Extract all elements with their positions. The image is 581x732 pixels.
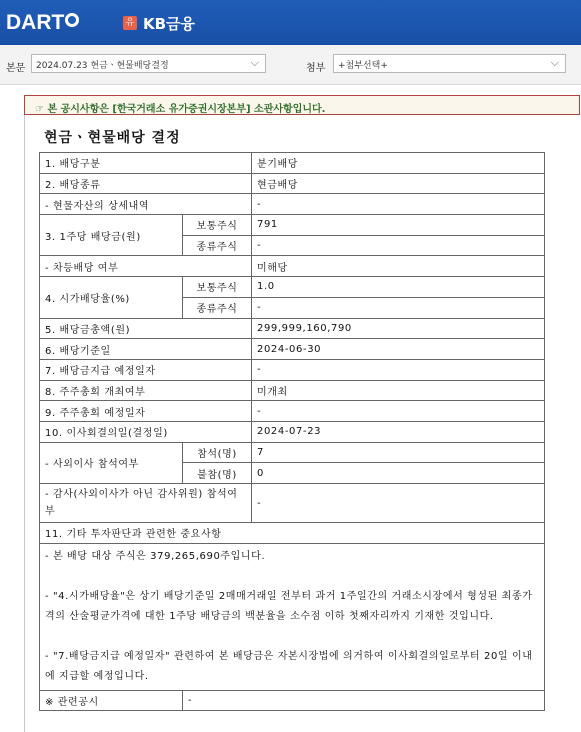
row-label: - 현물자산의 상세내역	[40, 194, 252, 215]
row-label: 10. 이사회결의일(결정일)	[40, 421, 252, 442]
dart-logo[interactable]: DART	[6, 11, 79, 35]
row-label: 5. 배당금총액(원)	[40, 318, 252, 339]
app-header	[0, 0, 581, 45]
table-row	[40, 523, 545, 544]
table-row	[40, 215, 545, 236]
row-label: 3. 1주당 배당금(원)	[40, 215, 183, 256]
remark-paragraph: - 본 배당 대상 주식은 379,265,690주입니다.	[45, 550, 266, 562]
table-row	[40, 277, 545, 298]
dividend-table	[39, 152, 545, 711]
row-value: 1.0	[252, 277, 545, 298]
row-value: 미해당	[252, 256, 545, 277]
row-value: 2024-06-30	[252, 339, 545, 360]
row-label: 4. 시가배당율(%)	[40, 277, 183, 318]
main-doc-select[interactable]	[31, 54, 266, 73]
row-label: 7. 배당금지급 예정일자	[40, 359, 252, 380]
table-row	[40, 380, 545, 401]
table-row	[40, 690, 545, 711]
row-label: ※ 관련공시	[40, 690, 183, 711]
row-label: 1. 배당구분	[40, 153, 252, 174]
chevron-down-icon: ⌵	[250, 56, 259, 69]
company-name: KB금융	[143, 15, 196, 33]
remark-paragraph: - "4.시가배당율"은 상기 배당기준일 2매매거래일 전부터 과거 1주일간의 거래소시장에서 형성된 최종가격의 산술평균가격에 대한 1주당 배당금의 백분율을 소수점 이하 첫째자리까지 기재한 것입니다.	[45, 590, 533, 622]
row-value: 791	[252, 215, 545, 236]
remarks-cell	[40, 543, 545, 690]
row-value: -	[252, 401, 545, 422]
table-row	[40, 153, 545, 174]
logo-circle-icon	[65, 13, 79, 27]
attachment-label: 첨부	[306, 63, 326, 74]
row-label: 11. 기타 투자판단과 관련한 중요사항	[40, 523, 545, 544]
remark-paragraph: - "7.배당금지급 예정일자" 관련하여 본 배당금은 자본시장법에 의거하여 이사회결의일로부터 20일 이내에 지급할 예정입니다.	[45, 650, 533, 682]
table-row	[40, 194, 545, 215]
table-row	[40, 421, 545, 442]
row-sublabel: 보통주식	[183, 215, 252, 236]
row-sublabel: 종류주식	[183, 297, 252, 318]
row-value: 미개최	[252, 380, 545, 401]
row-label: 2. 배당종류	[40, 173, 252, 194]
row-label: 8. 주주총회 개최여부	[40, 380, 252, 401]
row-value: 0	[252, 463, 545, 484]
row-value: -	[252, 484, 545, 523]
document-toolbar	[0, 45, 581, 85]
row-value: 299,999,160,790	[252, 318, 545, 339]
row-label: 6. 배당기준일	[40, 339, 252, 360]
row-value: -	[252, 235, 545, 256]
table-row	[40, 256, 545, 277]
row-label: - 사외이사 참석여부	[40, 442, 183, 483]
row-sublabel: 보통주식	[183, 277, 252, 298]
attachment-select[interactable]	[333, 54, 566, 73]
table-row	[40, 401, 545, 422]
chevron-down-icon: ⌵	[550, 56, 559, 69]
row-value: 분기배당	[252, 153, 545, 174]
table-row	[40, 339, 545, 360]
row-label: - 차등배당 여부	[40, 256, 252, 277]
row-sublabel: 종류주식	[183, 235, 252, 256]
market-badge: 유	[123, 16, 137, 30]
jurisdiction-notice: ☞ 본 공시사항은 [한국거래소 유가증권시장본부] 소관사항입니다.	[24, 95, 580, 115]
row-label: 9. 주주총회 예정일자	[40, 401, 252, 422]
row-label: - 감사(사외이사가 아닌 감사위원) 참석여부	[40, 484, 252, 523]
table-row	[40, 484, 545, 523]
table-row	[40, 318, 545, 339]
main-doc-select-value: 2024.07.23 현금ㆍ현물배당결정	[36, 61, 169, 71]
table-row	[40, 543, 545, 690]
row-sublabel: 불참(명)	[183, 463, 252, 484]
table-row	[40, 173, 545, 194]
attachment-select-value: +첨부선택+	[338, 61, 388, 71]
row-value: -	[252, 297, 545, 318]
table-row	[40, 442, 545, 463]
main-doc-label: 본문	[6, 63, 26, 74]
row-value: 7	[252, 442, 545, 463]
row-value: 2024-07-23	[252, 421, 545, 442]
row-value: -	[252, 359, 545, 380]
row-value: -	[252, 194, 545, 215]
row-value: -	[183, 690, 545, 711]
table-row	[40, 359, 545, 380]
row-sublabel: 참석(명)	[183, 442, 252, 463]
page-title: 현금ㆍ현물배당 결정	[44, 130, 181, 146]
row-value: 현금배당	[252, 173, 545, 194]
